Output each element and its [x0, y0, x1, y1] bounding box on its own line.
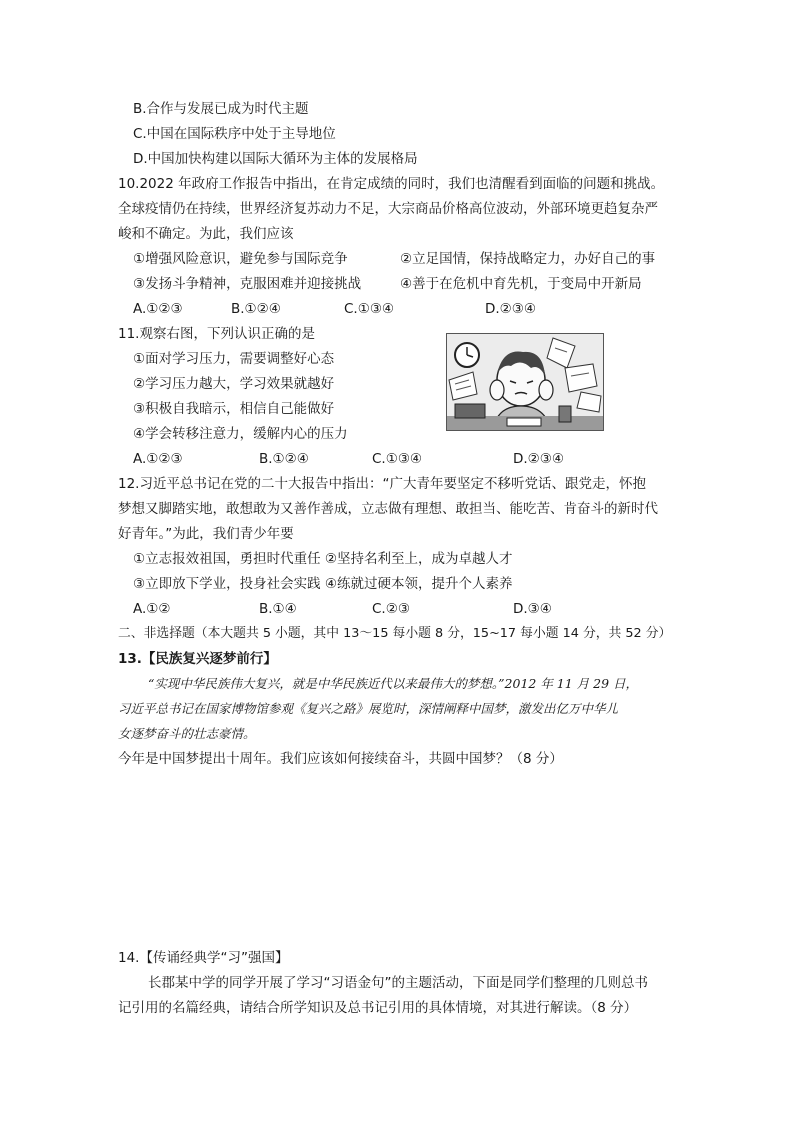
stressed-student-illustration: [446, 333, 604, 431]
q12-stem-line1: 12.习近平总书记在党的二十大报告中指出：“广大青年要坚定不移听党话、跟党走，怀抱: [118, 476, 646, 492]
q11-option-d: D.②③④: [513, 451, 564, 467]
q12-items-line2: ③立即放下学业，投身社会实践 ④练就过硬本领，提升个人素养: [133, 576, 513, 592]
q10-stem-line2: 全球疫情仍在持续，世界经济复苏动力不足，大宗商品价格高位波动，外部环境更趋复杂严: [118, 201, 658, 217]
q11-item-2: ②学习压力越大，学习效果就越好: [133, 376, 335, 392]
q13-question: 今年是中国梦提出十周年。我们应该如何接续奋斗，共圆中国梦？（8 分）: [118, 751, 563, 767]
q12-stem-line3: 好青年。”为此，我们青少年要: [118, 526, 294, 542]
q9-option-c: C.中国在国际秩序中处于主导地位: [133, 126, 336, 142]
q11-option-b: B.①②④: [259, 451, 309, 467]
q9-option-d: D.中国加快构建以国际大循环为主体的发展格局: [133, 151, 418, 167]
q10-item-2: ②立足国情，保持战略定力，办好自己的事: [400, 251, 656, 267]
q11-option-a: A.①②③: [133, 451, 183, 467]
clock-icon: [455, 343, 479, 367]
q12-option-c: C.②③: [372, 601, 410, 617]
q12-stem-line2: 梦想又脚踏实地，敢想敢为又善作善成，立志做有理想、敢担当、能吃苦、肯奋斗的新时代: [118, 501, 658, 517]
q10-item-4: ④善于在危机中育先机，于变局中开新局: [400, 276, 642, 292]
q12-option-b: B.①④: [259, 601, 297, 617]
q14-title: 14.【传诵经典学“习”强国】: [118, 950, 289, 966]
q12-items-line1: ①立志报效祖国，勇担时代重任 ②坚持名利至上，成为卓越人才: [133, 551, 513, 567]
section-heading: 二、非选择题（本大题共 5 小题，其中 13～15 每小题 8 分，15~17 每小题 14 分，共 52 分）: [118, 626, 672, 641]
q13-title: 13.【民族复兴逐梦前行】: [118, 651, 277, 667]
q12-option-d: D.③④: [513, 601, 552, 617]
q10-stem-line3: 峻和不确定。为此，我们应该: [118, 226, 294, 242]
q10-item-1: ①增强风险意识，避免参与国际竞争: [133, 251, 348, 267]
q11-option-c: C.①③④: [372, 451, 423, 467]
q11-item-1: ①面对学习压力，需要调整好心态: [133, 351, 335, 367]
q13-quote-line1: “实现中华民族伟大复兴，就是中华民族近代以来最伟大的梦想。”2012 年 11 月 29 日，: [148, 676, 639, 691]
q11-item-4: ④学会转移注意力，缓解内心的压力: [133, 426, 348, 442]
q10-option-a: A.①②③: [133, 301, 183, 317]
q12-option-a: A.①②: [133, 601, 171, 617]
q9-option-b: B.合作与发展已成为时代主题: [133, 101, 309, 117]
q11-stem: 11.观察右图，下列认识正确的是: [118, 326, 315, 342]
q14-paragraph-line2: 记引用的名篇经典，请结合所学知识及总书记引用的具体情境，对其进行解读。（8 分）: [118, 1000, 638, 1016]
q11-item-3: ③积极自我暗示，相信自己能做好: [133, 401, 335, 417]
q13-quote-line3: 女逐梦奋斗的壮志豪情。: [118, 726, 256, 741]
q10-item-3: ③发扬斗争精神，克服困难并迎接挑战: [133, 276, 362, 292]
q10-option-b: B.①②④: [231, 301, 281, 317]
q10-option-c: C.①③④: [344, 301, 395, 317]
q13-quote-line2: 习近平总书记在国家博物馆参观《复兴之路》展览时，深情阐释中国梦，激发出亿万中华儿: [118, 701, 619, 716]
q10-stem-line1: 10.2022 年政府工作报告中指出，在肯定成绩的同时，我们也清醒看到面临的问题和挑战。: [118, 176, 665, 192]
q14-paragraph-line1: 长郡某中学的同学开展了学习“习语金句”的主题活动，下面是同学们整理的几则总书: [148, 975, 648, 991]
q10-option-d: D.②③④: [485, 301, 536, 317]
